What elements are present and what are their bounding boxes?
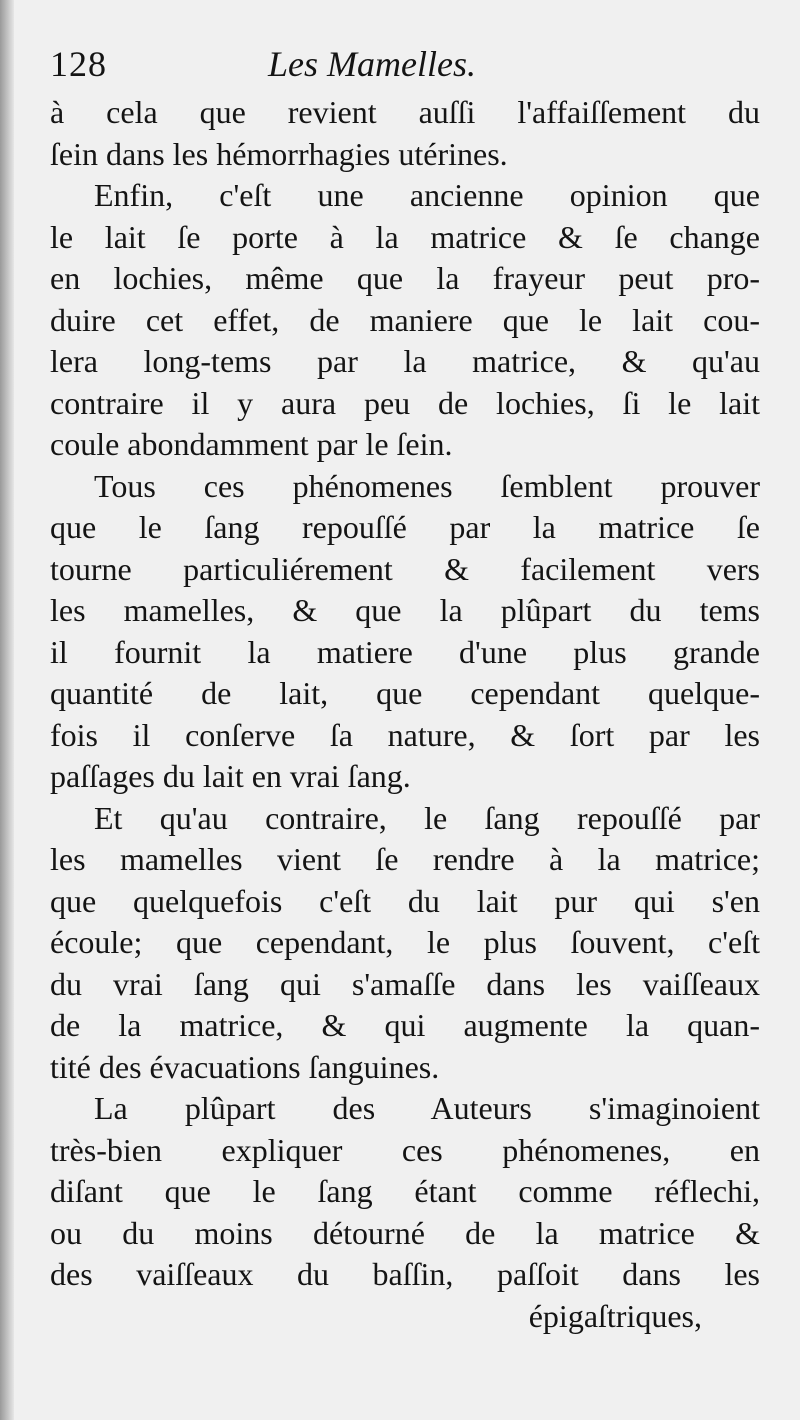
text-line: très-bien expliquer ces phénomenes, en (50, 1131, 760, 1168)
paragraph-first-line: Tous ces phénomenes ſemblent prouver (94, 467, 760, 504)
text-line: ou du moins détourné de la matrice & (50, 1214, 760, 1251)
text-line: diſant que le ſang étant comme réflechi, (50, 1173, 760, 1209)
text-line: ſein dans les hémorrhagies utérines. (50, 135, 508, 172)
text-line: le lait ſe porte à la matrice & ſe change (50, 218, 760, 255)
catchword: épigaſtriques, (528, 1297, 702, 1334)
page-number: 128 (50, 44, 107, 84)
page-gutter-shadow (0, 0, 14, 1420)
text-line: que quelquefois c'eſt du lait pur qui s'en (50, 882, 760, 919)
text-line: écoule; que cependant, le plus ſouvent, c'eſt (50, 924, 760, 960)
text-line: en lochies, même que la frayeur peut pro- (50, 260, 760, 296)
text-line: il fournit la matiere d'une plus grande (50, 633, 760, 670)
text-line: coule abondamment par le ſein. (50, 426, 453, 462)
text-line: à cela que revient auſſi l'affaiſſement du (50, 94, 760, 130)
text-line: les mamelles, & que la plûpart du tems (50, 592, 760, 628)
paragraph-first-line: Et qu'au contraire, le ſang repouſſé par (94, 799, 760, 836)
text-line: tourne particuliérement & facilement vers (50, 550, 760, 587)
text-line: lera long-tems par la matrice, & qu'au (50, 343, 760, 379)
paragraph-first-line: Enfin, c'eſt une ancienne opinion que (94, 177, 760, 213)
running-title: Les Mamelles. (268, 44, 476, 84)
text-line: tité des évacuations ſanguines. (50, 1048, 440, 1085)
text-line: les mamelles vient ſe rendre à la matrice; (50, 841, 760, 877)
text-line: contraire il y aura peu de lochies, ſi le lait (50, 384, 760, 421)
text-line: paſſages du lait en vrai ſang. (50, 758, 411, 794)
text-line: fois il conſerve ſa nature, & ſort par les (50, 716, 760, 753)
text-line: de la matrice, & qui augmente la quan- (50, 1007, 760, 1043)
body-text (50, 92, 760, 1337)
paragraph-first-line: La plûpart des Auteurs s'imaginoient (94, 1090, 760, 1126)
text-line: du vrai ſang qui s'amaſſe dans les vaiſſeaux (50, 965, 760, 1002)
text-line: duire cet effet, de maniere que le lait cou- (50, 301, 760, 338)
text-line: quantité de lait, que cependant quelque- (50, 675, 760, 711)
text-line: que le ſang repouſſé par la matrice ſe (50, 509, 760, 545)
page-header (50, 38, 760, 90)
text-line: des vaiſſeaux du baſſin, paſſoit dans les (50, 1256, 760, 1292)
